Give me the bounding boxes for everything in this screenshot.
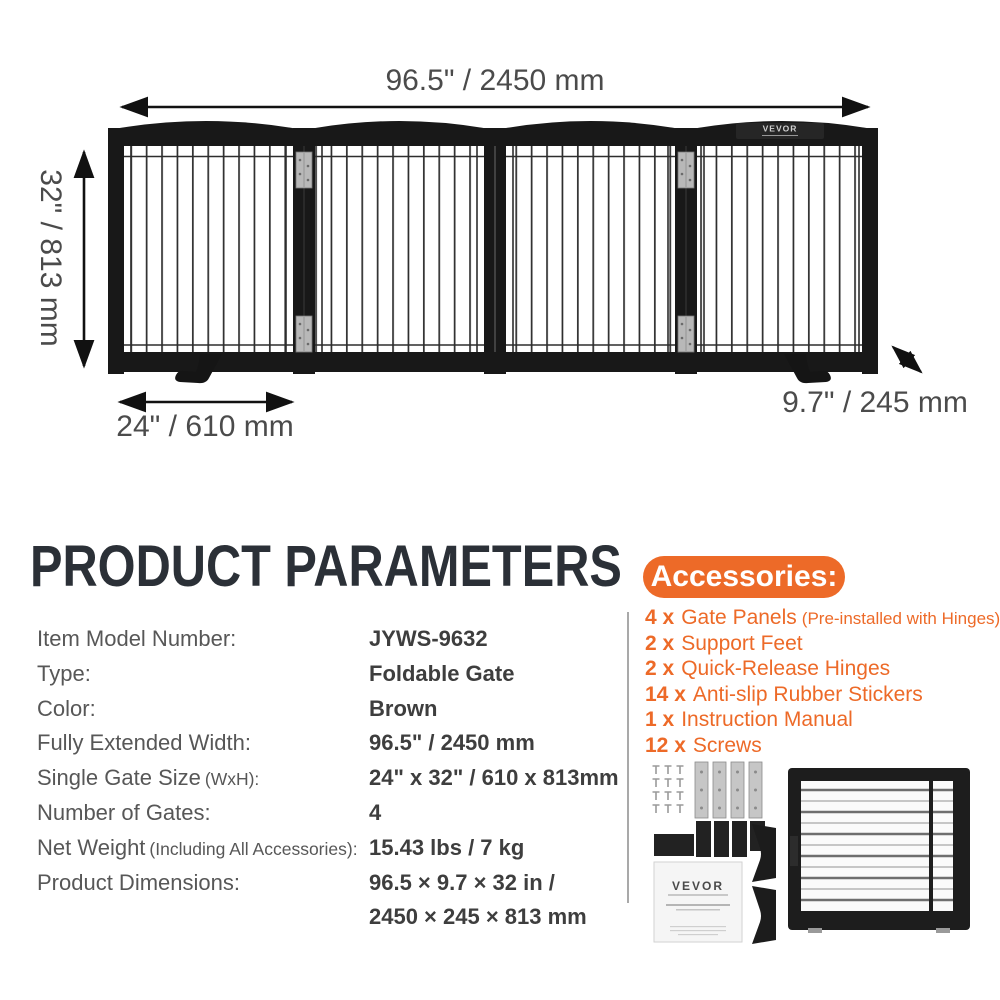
accessories-photo	[640, 758, 985, 948]
row-value: 15.43 lbs / 7 kg	[369, 834, 525, 860]
accessories-badge: Accessories:	[643, 556, 845, 598]
row-label: Type:	[37, 660, 91, 686]
dimension-panel-width-label: 24" / 610 mm	[116, 410, 294, 443]
row-label: Single Gate Size (WxH):	[37, 765, 260, 791]
accessories-divider	[627, 612, 629, 903]
table-row	[37, 657, 622, 692]
table-row	[37, 761, 622, 796]
page-title: PRODUCT PARAMETERS	[30, 534, 622, 599]
row-label: Number of Gates:	[37, 799, 211, 825]
row-label: Product Dimensions:	[37, 869, 240, 895]
vevor-logo-plate	[736, 123, 824, 139]
row-label: Color:	[37, 695, 96, 721]
instruction-manual-icon	[654, 862, 742, 942]
row-value: 4	[369, 799, 382, 825]
vevor-logo-text: VEVOR	[762, 123, 798, 134]
dimension-height-label: 32" / 813 mm	[34, 169, 67, 347]
hinges-icon	[695, 762, 762, 818]
rubber-stickers-icon	[654, 821, 765, 857]
screws-icon	[653, 766, 684, 813]
table-row	[37, 796, 622, 831]
table-row	[37, 692, 622, 727]
manual-logo-text: VEVOR	[671, 879, 725, 893]
row-label: Net Weight (Including All Accessories):	[37, 834, 358, 860]
row-value: 24" x 32" / 610 x 813mm	[369, 765, 619, 791]
row-label: Fully Extended Width:	[37, 730, 251, 756]
parameters-table	[37, 622, 622, 935]
list-item: 2 x Quick-Release Hinges	[645, 657, 891, 681]
accessories-list	[645, 606, 1000, 760]
row-value: 96.5" / 2450 mm	[369, 730, 535, 756]
row-value: 96.5 × 9.7 × 32 in / 2450 × 245 × 813 mm	[369, 869, 587, 930]
folding-gate-illustration	[108, 121, 878, 383]
table-row	[37, 622, 622, 657]
dimension-depth-label: 9.7" / 245 mm	[782, 386, 968, 419]
folded-gate-icon	[788, 768, 970, 933]
list-item: 1 x Instruction Manual	[645, 708, 853, 732]
list-item: 12 x Screws	[645, 733, 762, 757]
table-row	[37, 866, 622, 936]
list-item: 2 x Support Feet	[645, 631, 803, 655]
depth-arrow	[893, 347, 921, 372]
table-row	[37, 831, 622, 866]
row-value: Brown	[369, 695, 438, 721]
list-item: 14 x Anti-slip Rubber Stickers	[645, 682, 923, 706]
row-value: Foldable Gate	[369, 660, 515, 686]
row-label: Item Model Number:	[37, 626, 237, 651]
dimension-width-label: 96.5" / 2450 mm	[385, 64, 605, 97]
table-row	[37, 726, 622, 761]
list-item: 4 x Gate Panels (Pre-installed with Hinges)	[645, 606, 1000, 629]
row-value: JYWS-9632	[369, 626, 488, 651]
